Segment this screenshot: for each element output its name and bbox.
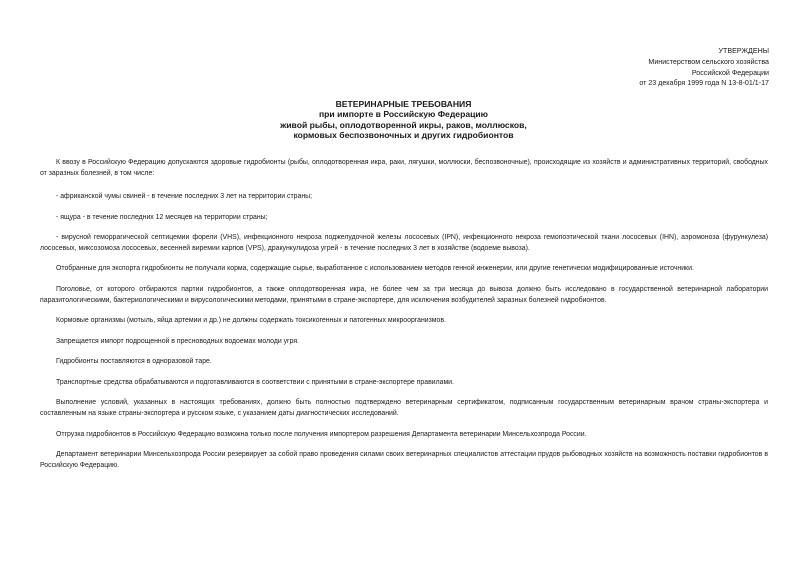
paragraph-feed-organisms: Кормовые организмы (мотыль, яйца артемии и др.) не должны содержать токсикогенных и патогенных микроорганизмов. [56, 317, 446, 324]
paragraph-viral-diseases: - вирусной геморрагической септицемии форели (VHS), инфекционного некроза поджелудочной железы лососевых (IPN), инфекционного некроза гемопоэтической ткани лососевых (IHN), аэромоноза (фурункулеза) лососевых, миксозомоза лососевых, весенней виремии карпов (VPS), дракункулидоза угрей - в течение последних 3 лет в хозяйстве (водоеме вывоза). [40, 234, 768, 252]
paragraph-transport: Транспортные средства обрабатываются и подготавливаются в соответствии с принятыми в стране-экспортере правилами. [56, 379, 454, 386]
paragraph-packaging: Гидробионты поставляются в одноразовой таре. [56, 358, 212, 365]
approval-country: Российской Федерации [691, 68, 769, 77]
approval-heading: УТВЕРЖДЕНЫ [718, 47, 769, 55]
paragraph-feed-gmo: Отобранные для экспорта гидробионты не получали корма, содержащие сырье, выработанное с использованием методов генной инженерии, или другие генетически модифицированные источники. [56, 265, 694, 272]
title-line-4: кормовых беспозвоночных и других гидробионтов [293, 129, 514, 140]
paragraph-lab-testing: Поголовье, от которого отбираются партии гидробионтов, а также оплодотворенная икра, не более чем за три месяца до вывоза должно быть исследовано в государственной ветеринарной лаборатории паразитологическими, бактериологическими и вирусологическими методами, принятыми в стране-экспортере, для исключения возбудителей заразных болезней гидробионтов. [40, 286, 768, 304]
paragraph-asf: - африканской чумы свиней - в течение последних 3 лет на территории страны; [56, 193, 312, 200]
paragraph-fmd: - ящура - в течение последних 12 месяцев на территории страны; [56, 214, 268, 221]
paragraph-admission: К ввозу в Российскую Федерацию допускаются здоровые гидробионты (рыбы, оплодотворенная икра, раки, лягушки, моллюски, беспозвоночные), происходящие из хозяйств и административных территорий, свободных от заразных болезней, в том числе: [40, 159, 768, 177]
paragraph-certificate: Выполнение условий, указанных в настоящих требованиях, должно быть полностью подтверждено ветеринарным сертификатом, подписанным государственным ветеринарным врачом страны-экспортера и составленным на языке страны-экспортера и русском языке, с указанием даты диагностических исследований. [40, 399, 768, 417]
approval-date-number: от 23 декабря 1999 года N 13-8-01/1-17 [639, 79, 769, 88]
title-line-2: при импорте в Российскую Федерацию [318, 109, 489, 120]
paragraph-eel-ban: Запрещается импорт подрощенной в пресноводных водоемах молоди угря. [56, 338, 299, 345]
approval-block [639, 46, 769, 89]
title-line-3: живой рыбы, оплодотворенной икры, раков, моллюсков, [280, 119, 527, 130]
paragraph-attestation: Департамент ветеринарии Минсельхозпрода России резервирует за собой право проведения силами своих ветеринарных специалистов аттестации прудов рыбоводных хозяйств на возможность поставки гидробионтов в Российскую Федерацию. [40, 451, 768, 469]
title-line-1: ВЕТЕРИНАРНЫЕ ТРЕБОВАНИЯ [335, 99, 472, 109]
paragraph-permit: Отгрузка гидробионтов в Российскую Федерацию возможна только после получения импортером разрешения Департамента ветеринарии Минсельхозпрода России. [56, 431, 587, 438]
approval-issuer: Министерством сельского хозяйства [648, 57, 769, 66]
document-title [0, 99, 807, 140]
